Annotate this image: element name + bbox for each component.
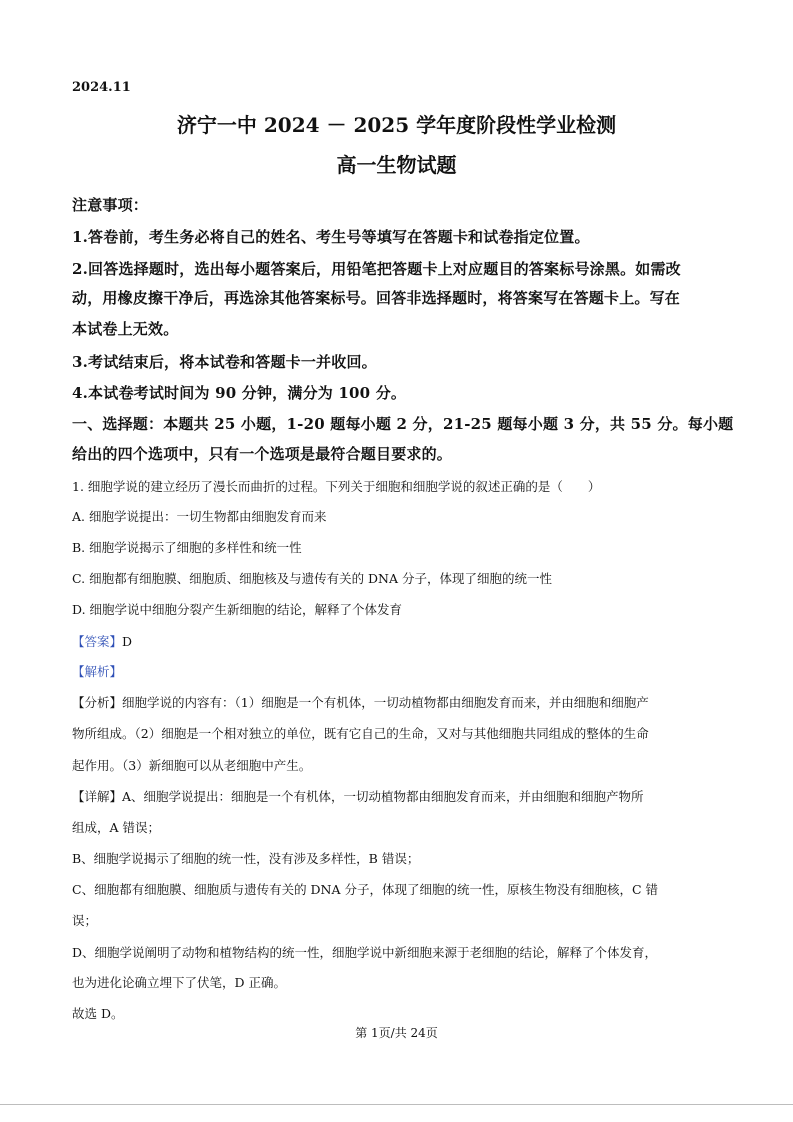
answer-label: 【答案】 [72,634,123,649]
notice-heading: 注意事项： [72,196,149,214]
analysis-line: B、细胞学说揭示了细胞的统一性，没有涉及多样性，B 错误； [72,851,420,866]
option-b: B. 细胞学说揭示了细胞的多样性和统一性 [72,540,302,555]
analysis-line: 误； [72,913,98,928]
analysis-line: 【分析】细胞学说的内容有：（1）细胞是一个有机体，一切动植物都由细胞发育而来，并由细胞和细胞产 [72,695,649,710]
analysis-label: 【解析】 [72,664,123,679]
notice-item: 2.回答选择题时，选出每小题答案后，用铅笔把答题卡上对应题目的答案标号涂黑。如需改 [72,260,681,278]
analysis-line: 故选 D。 [72,1006,124,1021]
analysis-line: 也为进化论确立埋下了伏笔，D 正确。 [72,975,286,990]
notice-item: 3.考试结束后，将本试卷和答题卡一并收回。 [72,353,377,371]
section-heading: 给出的四个选项中，只有一个选项是最符合题目要求的。 [72,445,453,463]
notice-item: 动，用橡皮擦干净后，再选涂其他答案标号。回答非选择题时，将答案写在答题卡上。写在 [72,289,681,307]
notice-item: 4.本试卷考试时间为 90 分钟，满分为 100 分。 [72,384,407,402]
notice-item: 1.答卷前，考生务必将自己的姓名、考生号等填写在答题卡和试卷指定位置。 [72,228,590,246]
exam-subtitle: 高一生物试题 [336,153,457,177]
page-footer: 第 1页/共 24页 [355,1026,438,1040]
analysis-line: 物所组成。（2）细胞是一个相对独立的单位，既有它自己的生命，又对与其他细胞共同组成的整体的生命 [72,726,649,741]
analysis-line: D、细胞学说阐明了动物和植物结构的统一性，细胞学说中新细胞来源于老细胞的结论，解释了个体发育， [72,945,658,960]
option-a: A. 细胞学说提出：一切生物都由细胞发育而来 [72,509,327,524]
bottom-divider [0,1104,793,1105]
analysis-line: 组成，A 错误； [72,820,161,835]
answer-value: D [122,634,133,649]
answer-line [72,632,722,650]
exam-date: 2024.11 [72,80,131,95]
notice-item: 本试卷上无效。 [72,320,179,338]
question-stem: 1. 细胞学说的建立经历了漫长而曲折的过程。下列关于细胞和细胞学说的叙述正确的是（ ） [72,479,601,494]
analysis-line: 起作用。（3）新细胞可以从老细胞中产生。 [72,758,312,773]
exam-title: 济宁一中 2024 － 2025 学年度阶段性学业检测 [176,113,617,137]
section-heading: 一、选择题：本题共 25 小题，1-20 题每小题 2 分，21-25 题每小题 3 分，共 55 分。每小题 [72,415,734,433]
option-d: D. 细胞学说中细胞分裂产生新细胞的结论，解释了个体发育 [72,602,403,617]
option-c: C. 细胞都有细胞膜、细胞质、细胞核及与遗传有关的 DNA 分子，体现了细胞的统一性 [72,571,553,586]
analysis-line: 【详解】A、细胞学说提出：细胞是一个有机体，一切动植物都由细胞发育而来，并由细胞和细胞产物所 [72,789,644,804]
analysis-line: C、细胞都有细胞膜、细胞质与遗传有关的 DNA 分子，体现了细胞的统一性，原核生物没有细胞核，C 错 [72,882,659,897]
